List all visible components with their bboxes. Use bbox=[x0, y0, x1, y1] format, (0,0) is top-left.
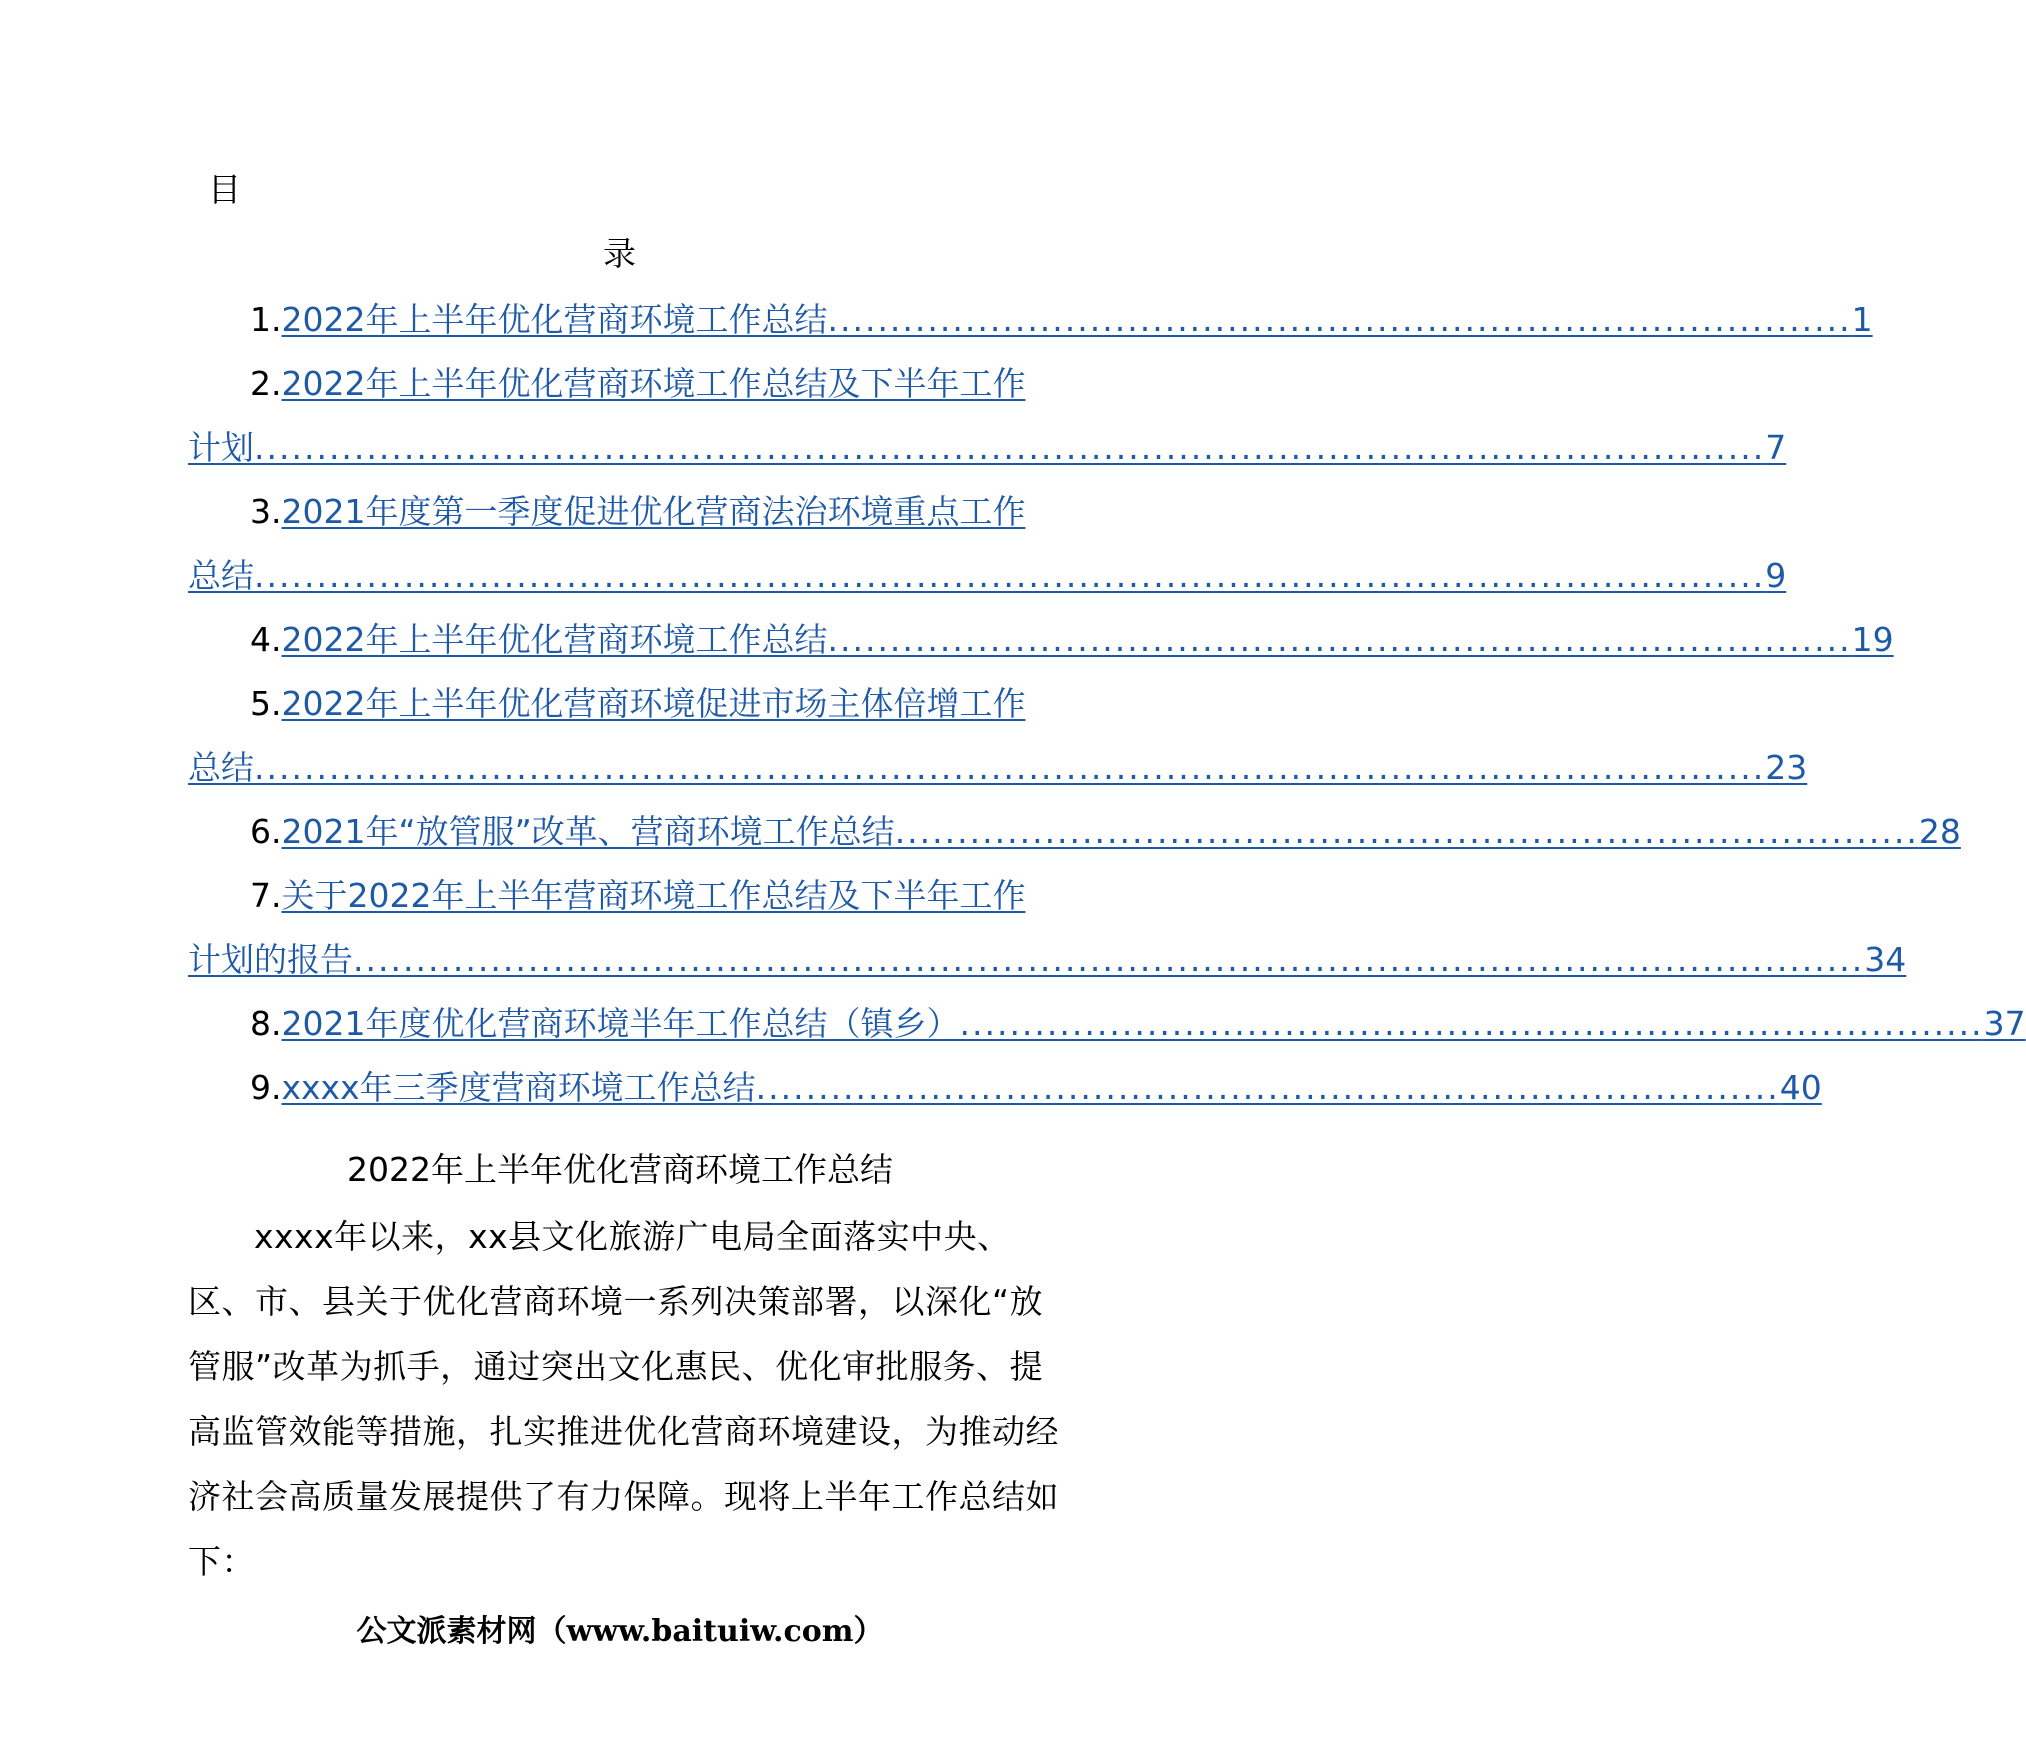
toc-entry-link[interactable] bbox=[188, 938, 1906, 982]
toc-page-number: 23 bbox=[1765, 748, 1808, 787]
toc-leader-dots: ......................................................................................................................... bbox=[254, 428, 1766, 467]
toc-entry-number: 9. bbox=[250, 1068, 282, 1107]
toc-leader-dots: ......................................................................................................................... bbox=[254, 556, 1766, 595]
toc-page-number: 40 bbox=[1779, 1068, 1822, 1107]
toc-entry-link[interactable]: 2022年上半年优化营商环境促进市场主体倍增工作 bbox=[281, 684, 1026, 723]
toc-entry-link[interactable] bbox=[282, 618, 1894, 662]
toc-leader-dots: .................................................................................. bbox=[959, 1004, 1984, 1043]
intro-paragraph: xxxx年以来，xx县文化旅游广电局全面落实中央、区、市、县关于优化营商环境一系列决策部署，以深化“放管服”改革为抓手，通过突出文化惠民、优化审批服务、提高监管效能等措施，扎实推进优化营商环境建设，为推动经济社会高质量发展提供了有力保障。现将上半年工作总结如下： bbox=[188, 1217, 1059, 1581]
toc-leader-dots: .................................................................................. bbox=[827, 300, 1852, 339]
toc-entry-7-cont bbox=[188, 938, 1907, 982]
toc-entry-link[interactable]: 2022年上半年优化营商环境工作总结及下半年工作 bbox=[281, 364, 1026, 403]
toc-leader-dots: .................................................................................. bbox=[827, 620, 1852, 659]
toc-entry-4 bbox=[250, 618, 1894, 662]
toc-heading-part2: 录 bbox=[603, 234, 636, 273]
document-title: 2022年上半年优化营商环境工作总结 bbox=[347, 1150, 893, 1189]
toc-entry-title: 2021年“放管服”改革、营商环境工作总结 bbox=[281, 812, 895, 851]
toc-entry-link[interactable] bbox=[282, 1002, 2026, 1046]
toc-entry-title: 2022年上半年优化营商环境工作总结 bbox=[281, 300, 828, 339]
toc-page-number: 34 bbox=[1864, 940, 1907, 979]
toc-entry-link[interactable] bbox=[282, 298, 1873, 342]
toc-page-number: 9 bbox=[1765, 556, 1787, 595]
footer-source-text: 公文派素材网（www.baituiw.com） bbox=[356, 1614, 884, 1649]
toc-entry-link[interactable] bbox=[188, 746, 1807, 790]
toc-heading-part1: 目 bbox=[208, 170, 241, 209]
toc-entry-7 bbox=[250, 874, 1058, 918]
toc-entry-number: 5. bbox=[250, 684, 282, 723]
toc-entry-6 bbox=[250, 810, 1961, 854]
toc-entry-number: 3. bbox=[250, 492, 282, 531]
toc-entry-title: xxxx年三季度营商环境工作总结 bbox=[281, 1068, 756, 1107]
toc-entry-link[interactable] bbox=[188, 554, 1786, 598]
toc-entry-title: 计划 bbox=[188, 428, 254, 467]
toc-entry-9 bbox=[250, 1066, 1822, 1110]
toc-page-number: 28 bbox=[1918, 812, 1961, 851]
toc-entry-title: 总结 bbox=[188, 556, 254, 595]
toc-entry-2 bbox=[250, 362, 1058, 406]
toc-entry-3 bbox=[250, 490, 1058, 534]
toc-entry-2-cont bbox=[188, 426, 1787, 470]
toc-entry-number: 4. bbox=[250, 620, 282, 659]
toc-entry-number: 8. bbox=[250, 1004, 282, 1043]
toc-entry-link[interactable] bbox=[188, 426, 1786, 470]
toc-leader-dots: ......................................................................................................................... bbox=[254, 748, 1766, 787]
toc-entry-1 bbox=[250, 298, 1873, 342]
toc-entry-number: 2. bbox=[250, 364, 282, 403]
toc-entry-link[interactable]: 关于2022年上半年营商环境工作总结及下半年工作 bbox=[281, 876, 1026, 915]
toc-page-number: 7 bbox=[1765, 428, 1787, 467]
toc-entry-5-cont bbox=[188, 746, 1808, 790]
toc-entry-number: 7. bbox=[250, 876, 282, 915]
toc-entry-link[interactable] bbox=[282, 810, 1961, 854]
toc-page-number: 19 bbox=[1851, 620, 1894, 659]
toc-leader-dots: .................................................................................. bbox=[755, 1068, 1780, 1107]
toc-page-number: 37 bbox=[1983, 1004, 2026, 1043]
toc-entry-title: 2021年度优化营商环境半年工作总结（镇乡） bbox=[281, 1004, 960, 1043]
toc-entry-3-cont bbox=[188, 554, 1787, 598]
toc-page-number: 1 bbox=[1851, 300, 1873, 339]
toc-entry-title: 计划的报告 bbox=[188, 940, 353, 979]
toc-entry-number: 1. bbox=[250, 300, 282, 339]
toc-entry-title: 总结 bbox=[188, 748, 254, 787]
toc-entry-number: 6. bbox=[250, 812, 282, 851]
toc-leader-dots: .................................................................................. bbox=[894, 812, 1919, 851]
toc-entry-5 bbox=[250, 682, 1058, 726]
toc-entry-title: 2022年上半年优化营商环境工作总结 bbox=[281, 620, 828, 659]
toc-entry-link[interactable]: 2021年度第一季度促进优化营商法治环境重点工作 bbox=[281, 492, 1026, 531]
toc-entry-8 bbox=[250, 1002, 2026, 1046]
toc-entry-link[interactable] bbox=[282, 1066, 1822, 1110]
toc-leader-dots: ......................................................................................................................... bbox=[353, 940, 1865, 979]
